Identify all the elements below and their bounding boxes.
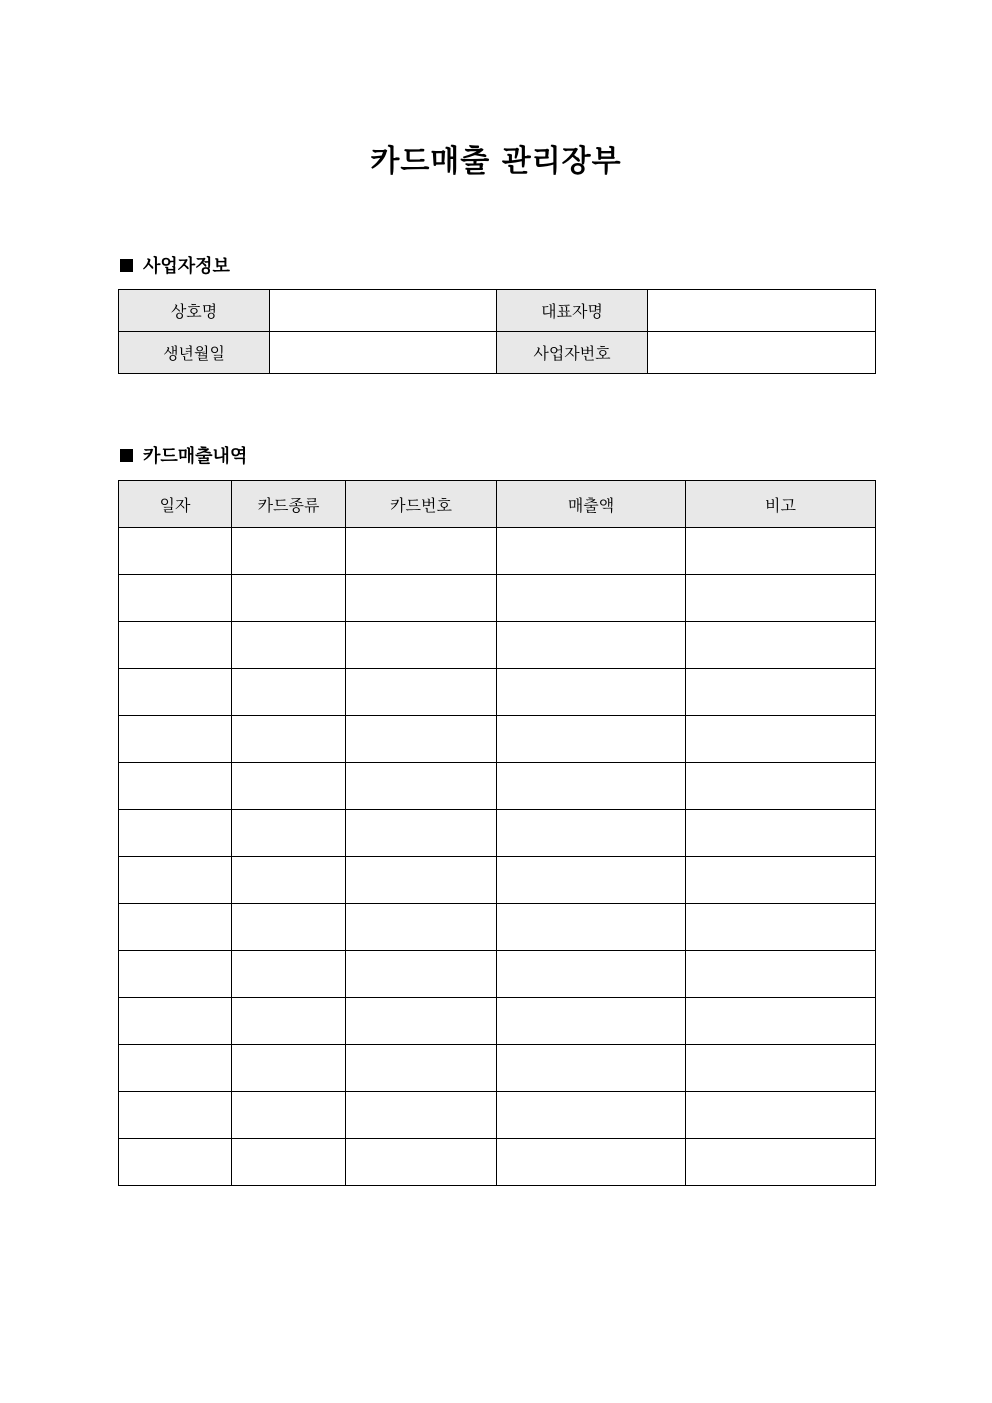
table-row [119, 857, 876, 904]
note-cell[interactable] [686, 716, 876, 763]
card-type-cell[interactable] [232, 998, 346, 1045]
note-cell[interactable] [686, 763, 876, 810]
column-header-sales-amount: 매출액 [497, 481, 686, 528]
card-type-cell[interactable] [232, 1092, 346, 1139]
card-type-cell[interactable] [232, 1139, 346, 1186]
date-cell[interactable] [119, 998, 232, 1045]
card-type-cell[interactable] [232, 622, 346, 669]
card-type-cell[interactable] [232, 904, 346, 951]
card-number-cell[interactable] [346, 1092, 497, 1139]
card-number-cell[interactable] [346, 528, 497, 575]
sales-amount-cell[interactable] [497, 857, 686, 904]
business-info-table [118, 289, 876, 374]
date-cell[interactable] [119, 528, 232, 575]
card-type-cell[interactable] [232, 716, 346, 763]
card-type-cell[interactable] [232, 763, 346, 810]
card-number-cell[interactable] [346, 716, 497, 763]
card-type-cell[interactable] [232, 528, 346, 575]
table-row [119, 904, 876, 951]
card-number-cell[interactable] [346, 904, 497, 951]
square-bullet-icon [120, 449, 133, 462]
sales-amount-cell[interactable] [497, 622, 686, 669]
company-name-label: 상호명 [119, 290, 270, 332]
sales-amount-cell[interactable] [497, 998, 686, 1045]
sales-table [118, 480, 876, 1186]
document-title: 카드매출 관리장부 [370, 144, 622, 179]
date-cell[interactable] [119, 1092, 232, 1139]
sales-amount-cell[interactable] [497, 528, 686, 575]
table-row [119, 622, 876, 669]
column-header-card-type: 카드종류 [232, 481, 346, 528]
card-number-cell[interactable] [346, 669, 497, 716]
date-cell[interactable] [119, 810, 232, 857]
sales-amount-cell[interactable] [497, 904, 686, 951]
date-cell[interactable] [119, 622, 232, 669]
note-cell[interactable] [686, 998, 876, 1045]
table-row [119, 575, 876, 622]
column-header-note: 비고 [686, 481, 876, 528]
note-cell[interactable] [686, 951, 876, 998]
card-number-cell[interactable] [346, 575, 497, 622]
card-number-cell[interactable] [346, 1045, 497, 1092]
date-cell[interactable] [119, 575, 232, 622]
note-cell[interactable] [686, 1092, 876, 1139]
card-number-cell[interactable] [346, 998, 497, 1045]
card-type-cell[interactable] [232, 810, 346, 857]
card-type-cell[interactable] [232, 575, 346, 622]
table-row [119, 669, 876, 716]
date-cell[interactable] [119, 904, 232, 951]
business-info-heading-label: 사업자정보 [143, 256, 230, 277]
sales-amount-cell[interactable] [497, 763, 686, 810]
card-number-cell[interactable] [346, 622, 497, 669]
table-row [119, 290, 876, 332]
card-type-cell[interactable] [232, 669, 346, 716]
business-info-heading [120, 253, 230, 277]
business-number-label: 사업자번호 [497, 332, 648, 374]
card-type-cell[interactable] [232, 857, 346, 904]
table-row [119, 1092, 876, 1139]
sales-amount-cell[interactable] [497, 1092, 686, 1139]
note-cell[interactable] [686, 904, 876, 951]
table-row [119, 1139, 876, 1186]
note-cell[interactable] [686, 669, 876, 716]
card-type-cell[interactable] [232, 951, 346, 998]
sales-amount-cell[interactable] [497, 951, 686, 998]
table-row [119, 716, 876, 763]
table-row [119, 998, 876, 1045]
card-number-cell[interactable] [346, 951, 497, 998]
date-cell[interactable] [119, 669, 232, 716]
card-number-cell[interactable] [346, 857, 497, 904]
date-cell[interactable] [119, 716, 232, 763]
note-cell[interactable] [686, 575, 876, 622]
date-cell[interactable] [119, 1139, 232, 1186]
table-row [119, 1045, 876, 1092]
table-row [119, 332, 876, 374]
card-number-cell[interactable] [346, 1139, 497, 1186]
date-cell[interactable] [119, 857, 232, 904]
representative-field[interactable] [648, 290, 876, 332]
card-type-cell[interactable] [232, 1045, 346, 1092]
business-number-field[interactable] [648, 332, 876, 374]
birth-date-label: 생년월일 [119, 332, 270, 374]
sales-heading [120, 443, 247, 467]
note-cell[interactable] [686, 528, 876, 575]
note-cell[interactable] [686, 1045, 876, 1092]
sales-amount-cell[interactable] [497, 1139, 686, 1186]
note-cell[interactable] [686, 857, 876, 904]
sales-amount-cell[interactable] [497, 1045, 686, 1092]
sales-heading-label: 카드매출내역 [143, 446, 248, 467]
table-row [119, 810, 876, 857]
sales-amount-cell[interactable] [497, 669, 686, 716]
sales-amount-cell[interactable] [497, 810, 686, 857]
date-cell[interactable] [119, 951, 232, 998]
birth-date-field[interactable] [270, 332, 497, 374]
note-cell[interactable] [686, 1139, 876, 1186]
table-header-row [119, 481, 876, 528]
representative-label: 대표자명 [497, 290, 648, 332]
note-cell[interactable] [686, 810, 876, 857]
company-name-field[interactable] [270, 290, 497, 332]
table-row [119, 951, 876, 998]
note-cell[interactable] [686, 622, 876, 669]
date-cell[interactable] [119, 1045, 232, 1092]
date-cell[interactable] [119, 763, 232, 810]
square-bullet-icon [120, 259, 133, 272]
table-row [119, 763, 876, 810]
sales-amount-cell[interactable] [497, 575, 686, 622]
card-number-cell[interactable] [346, 810, 497, 857]
sales-amount-cell[interactable] [497, 716, 686, 763]
table-row [119, 528, 876, 575]
card-number-cell[interactable] [346, 763, 497, 810]
column-header-card-number: 카드번호 [346, 481, 497, 528]
column-header-date: 일자 [119, 481, 232, 528]
